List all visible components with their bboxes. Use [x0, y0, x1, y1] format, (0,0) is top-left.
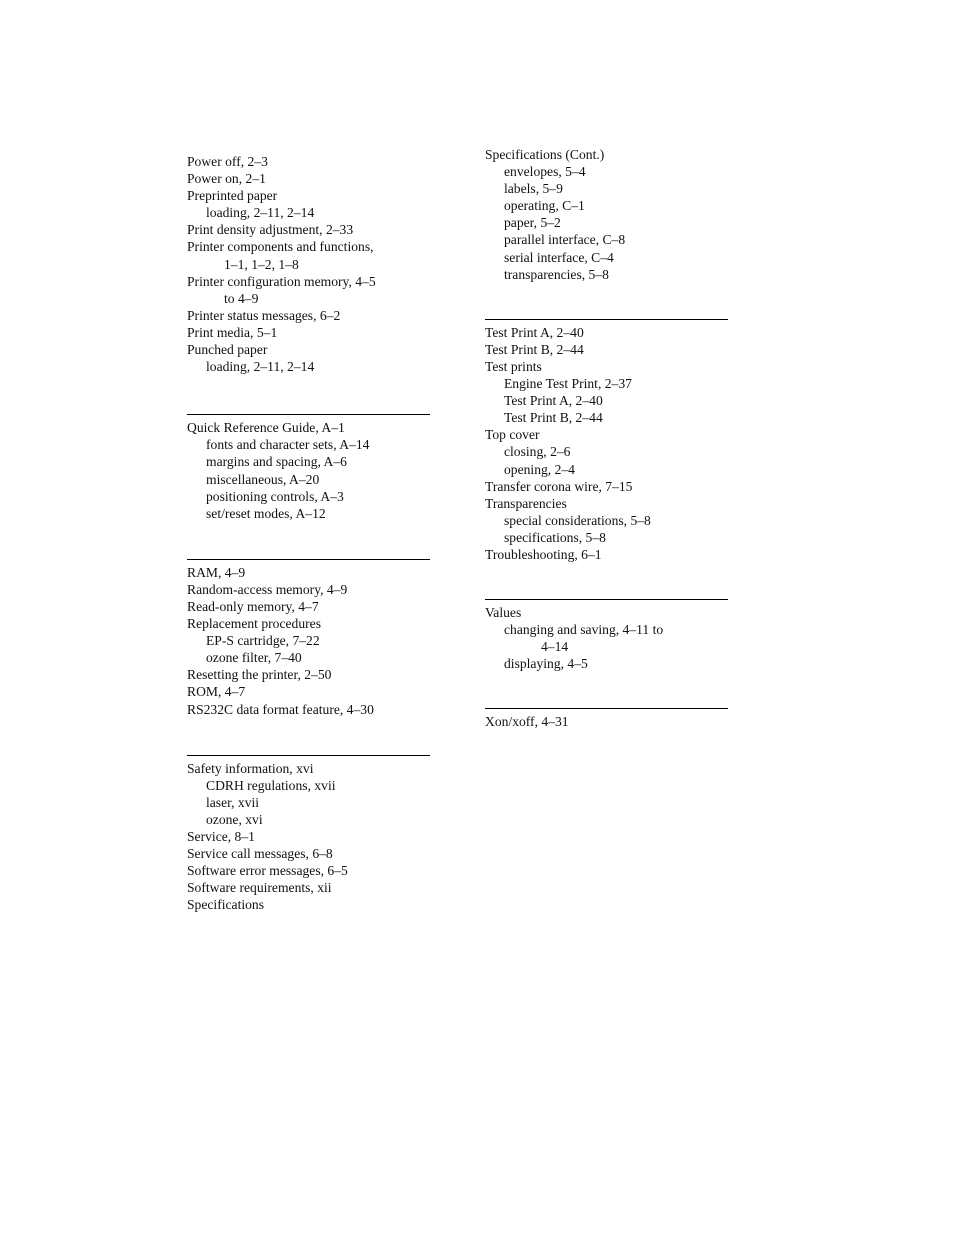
- index-section: [187, 755, 430, 914]
- index-subentry: laser, xvii: [206, 794, 260, 810]
- index-subentry: Test Print B, 2–44: [504, 410, 603, 426]
- section-divider: [187, 559, 430, 560]
- index-entry: Random-access memory, 4–9: [187, 581, 348, 597]
- index-subentry: CDRH regulations, xvii: [206, 777, 336, 793]
- index-subentry: serial interface, C–4: [504, 249, 614, 265]
- index-entry: Printer status messages, 6–2: [187, 307, 341, 323]
- index-entry: Software error messages, 6–5: [187, 863, 348, 879]
- index-subentry: EP-S cartridge, 7–22: [206, 633, 320, 649]
- index-entry: Transfer corona wire, 7–15: [485, 478, 633, 494]
- index-entry: Printer components and functions,: [187, 239, 374, 255]
- section-divider: [187, 414, 430, 415]
- index-subentry: positioning controls, A–3: [206, 488, 344, 504]
- section-divider: [485, 319, 728, 320]
- index-entry: Printer configuration memory, 4–5: [187, 273, 376, 289]
- index-entry: Test Print B, 2–44: [485, 341, 584, 357]
- index-subentry: margins and spacing, A–6: [206, 454, 347, 470]
- index-section: [187, 414, 430, 522]
- index-entry: Specifications: [187, 897, 265, 913]
- index-entry: Specifications (Cont.): [485, 147, 605, 162]
- index-entry: Test prints: [485, 358, 542, 374]
- index-subentry: transparencies, 5–8: [504, 266, 609, 282]
- index-entry: Punched paper: [187, 342, 268, 358]
- index-subentry: Engine Test Print, 2–37: [504, 376, 632, 392]
- index-section: [485, 146, 728, 283]
- index-section: [485, 708, 728, 730]
- index-subentry: specifications, 5–8: [504, 529, 606, 545]
- index-entry: Print media, 5–1: [187, 324, 278, 340]
- index-entry: Service, 8–1: [187, 829, 255, 844]
- index-entry: Service call messages, 6–8: [187, 846, 333, 862]
- index-subentry: miscellaneous, A–20: [206, 471, 320, 487]
- index-subentry: parallel interface, C–8: [504, 232, 626, 248]
- index-entry: Preprinted paper: [187, 188, 278, 204]
- index-subentry: paper, 5–2: [504, 215, 561, 231]
- index-subentry: set/reset modes, A–12: [206, 505, 326, 521]
- index-subentry: closing, 2–6: [504, 444, 571, 460]
- index-entry: Print density adjustment, 2–33: [187, 222, 354, 238]
- index-entry: RS232C data format feature, 4–30: [187, 701, 374, 717]
- index-entry: Resetting the printer, 2–50: [187, 667, 332, 683]
- section-divider: [187, 755, 430, 756]
- index-section: [485, 319, 728, 563]
- index-entry: Replacement procedures: [187, 616, 321, 632]
- index-subentry: operating, C–1: [504, 198, 585, 214]
- index-subentry: displaying, 4–5: [504, 656, 588, 672]
- index-entry: Safety information, xvi: [187, 760, 314, 776]
- index-entry: Power off, 2–3: [187, 154, 268, 169]
- index-entry: RAM, 4–9: [187, 564, 246, 580]
- index-entry: Quick Reference Guide, A–1: [187, 420, 345, 436]
- index-subentry: ozone, xvi: [206, 811, 263, 827]
- index-subentry: changing and saving, 4–11 to: [504, 622, 664, 638]
- index-subentry: Test Print A, 2–40: [504, 393, 603, 409]
- index-entry: ROM, 4–7: [187, 684, 246, 700]
- index-entry: Troubleshooting, 6–1: [485, 546, 602, 562]
- index-entry: Top cover: [485, 427, 540, 443]
- index-subentry: envelopes, 5–4: [504, 164, 586, 180]
- index-subentry: labels, 5–9: [504, 181, 563, 197]
- index-subentry: loading, 2–11, 2–14: [206, 359, 315, 375]
- index-entry: Software requirements, xii: [187, 880, 332, 896]
- index-subentry: fonts and character sets, A–14: [206, 437, 370, 453]
- index-subentry: loading, 2–11, 2–14: [206, 205, 315, 221]
- index-section: [485, 599, 728, 672]
- index-entry-continuation: to 4–9: [224, 290, 259, 306]
- index-entry-continuation: 1–1, 1–2, 1–8: [224, 256, 299, 272]
- section-divider: [485, 708, 728, 709]
- index-entry: Values: [485, 605, 522, 621]
- index-section: [187, 559, 430, 718]
- index-entry: Read-only memory, 4–7: [187, 598, 319, 614]
- index-entry: Transparencies: [485, 495, 567, 511]
- index-entry: Test Print A, 2–40: [485, 324, 584, 340]
- index-entry: Xon/xoff, 4–31: [485, 714, 569, 730]
- index-column-right: [485, 146, 728, 731]
- index-subentry: special considerations, 5–8: [504, 512, 651, 528]
- index-subentry: ozone filter, 7–40: [206, 650, 302, 666]
- index-subentry: opening, 2–4: [504, 461, 575, 477]
- section-divider: [485, 599, 728, 600]
- index-entry-continuation: 4–14: [541, 639, 569, 655]
- index-entry: Power on, 2–1: [187, 171, 266, 187]
- index-section: [187, 153, 430, 375]
- index-column-left: [187, 153, 430, 913]
